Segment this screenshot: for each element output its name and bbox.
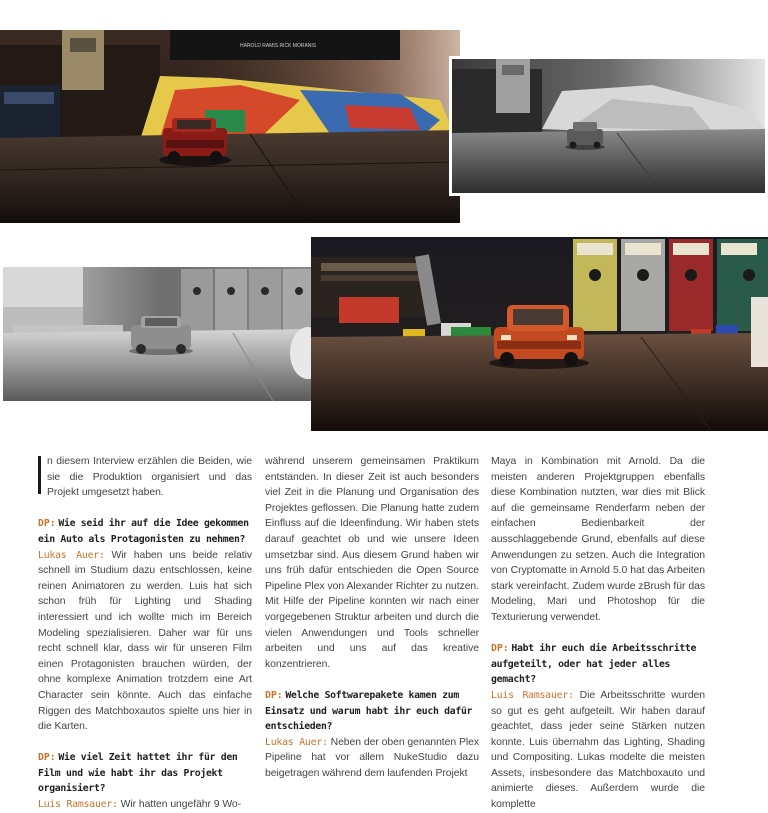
speaker-name: Lukas Auer:	[38, 549, 105, 561]
poster-text: HAROLD RAMIS RICK MORANIS	[240, 43, 317, 49]
article-column-3	[491, 454, 705, 813]
answer-4	[491, 688, 705, 813]
speaker-name: Lukas Auer:	[265, 736, 328, 748]
speaker-name: Luis Ramsauer:	[38, 799, 118, 811]
answer-text: Neben der oben genannten Plex Pipeline hat vor allem NukeStudio dazu beigetragen während dem laufenden Projekt	[265, 736, 479, 779]
answer-text: Wir haben uns beide relativ schnell im Studium dazu entschlossen, keine reinen Animatoren zu werden. Luis hat sich schon früh für Lighting und Shading interessiert und ich wollte mich im Bereich Modeling spezialisieren. Daher war für uns recht schnell klar, dass wir für unseren Film einen Protagonisten brauchen würden, der ohne komplexe Animation trotzdem eine Art Character sein könnte. Auch das einfache Riggen des Matchboxautos spielte uns hier in die Karten.	[38, 549, 252, 733]
question-tag: DP:	[491, 643, 509, 655]
question-tag: DP:	[38, 752, 56, 764]
question-text: Welche Softwarepakete kamen zum Einsatz und warum habt ihr euch dafür entschieden?	[265, 689, 473, 733]
render-red-car-scene	[0, 30, 460, 223]
question-3	[265, 688, 479, 735]
question-text: Wie viel Zeit hattet ihr für den Film und wie habt ihr das Projekt organisiert?	[38, 752, 238, 795]
answer-2-continued: während unserem gemeinsamen Praktikum entstanden. In dieser Zeit ist auch besonders viel Zeit in die Planung und Organisation des Projektes geflossen. Die Planung hatte zudem Einfluss auf die Ideenfindung. Wir haben stets darauf geachtet ob und wie unsere Ideen umsetzbar sind. Aus diesem Grund haben wir uns früh dafür entschieden die Open Source Pipeline Plex von Alexander Richter zu nutzen. Mit Hilfe der Pipeline konnten wir nach einer vorgegebenen Struktur arbeiten und durch die vielen Anwendungen und Tools schneller arbeiten und uns auf das kreative konzentrieren.	[265, 456, 479, 670]
question-tag: DP:	[38, 518, 56, 530]
grey-render-scene-2	[3, 267, 320, 401]
render-image-grey-paper	[449, 56, 768, 196]
render-image-orange-car	[311, 237, 768, 431]
render-image-red-car	[0, 30, 460, 223]
answer-2-start	[38, 797, 252, 813]
answer-1	[38, 548, 252, 735]
question-4	[491, 641, 705, 688]
answer-3-start	[265, 735, 479, 782]
answer-text: Die Arbeitsschritte wurden so gut es geht aufgeteilt. Wir haben darauf geachtet, dass jeder seine Stärken nutzen konnte. Luis übernahm das Lighting, Shading und Compositing. Lukas modelte die meisten Assets, insbesondere das Matchboxauto und animierte dieses. Außerdem wurde die komplette	[491, 689, 706, 811]
question-2	[38, 750, 252, 797]
answer-3-continued: Maya in Kombination mit Arnold. Da die meisten anderen Projektgruppen ebenfalls diese Kombination nutzten, war dies mit Blick auf die gemeinsame Renderfarm neben der einfachen Bedienbarkeit der ausschlaggebende Grund, ebenfalls auf diese Anwendungen zu setzen. Auch die Integration von Cryptomatte in Arnold 5.0 hat das Arbeiten stark vereinfacht. Zudem wurde zBrush für das Modeling, Mari und Photoshop für die Texturierung verwendet.	[491, 456, 705, 623]
article-column-1	[38, 454, 252, 813]
question-text: Wie seid ihr auf die Idee gekommen ein Auto als Protagonisten zu nehmen?	[38, 518, 249, 545]
intro-paragraph	[38, 454, 252, 501]
intro-text: n diesem Interview erzählen die Beiden, wie sie die Produktion organisiert und das Projekt umgesetzt haben.	[47, 456, 252, 499]
drop-cap-bar	[38, 456, 41, 494]
render-image-grey-folders	[0, 264, 323, 404]
render-orange-car-scene	[311, 237, 768, 431]
colored-folders	[573, 239, 768, 331]
question-tag: DP:	[265, 689, 283, 701]
speaker-name: Luis Ramsauer:	[491, 689, 574, 701]
grey-render-scene-1	[452, 59, 765, 193]
article-column-2	[265, 454, 479, 781]
question-text: Habt ihr euch die Arbeitsschritte aufgeteilt, oder hat jeder alles gemacht?	[491, 643, 697, 686]
answer-text: Wir hatten ungefähr 9 Wo-	[120, 799, 242, 811]
question-1	[38, 516, 252, 547]
box-with-logo	[339, 297, 399, 323]
